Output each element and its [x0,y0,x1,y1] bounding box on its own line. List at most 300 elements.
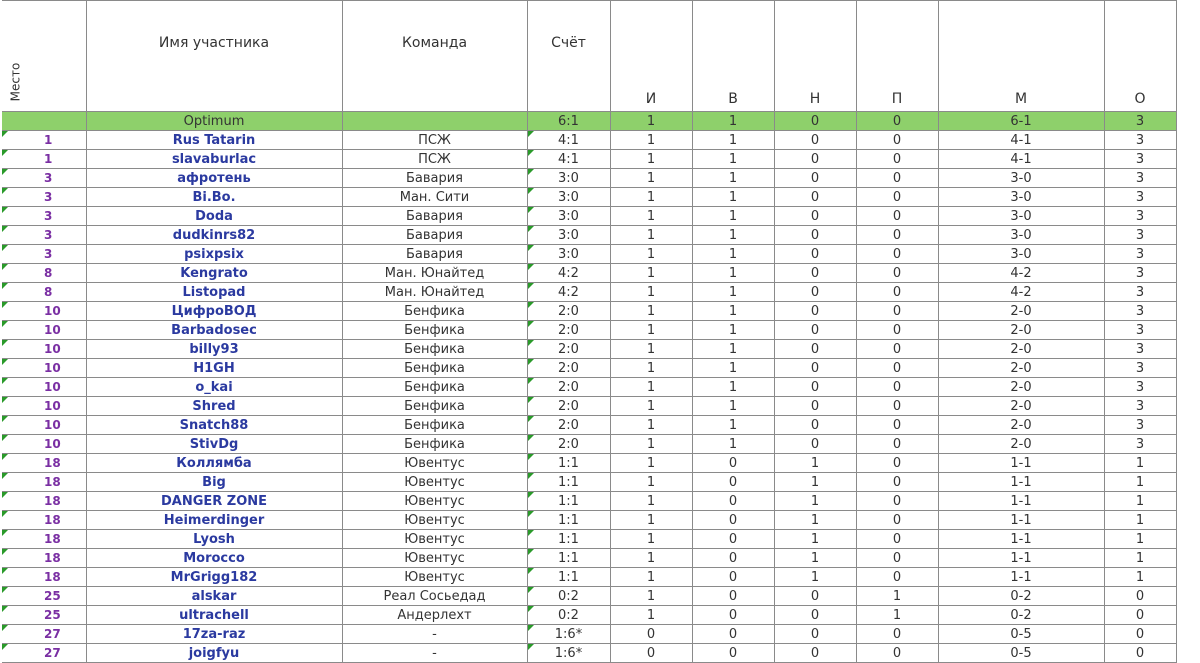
cell-place: 1 [2,131,86,150]
cell-team: Реал Сосьедад [342,587,527,606]
cell-games: 1 [610,473,692,492]
cell-goals: 1-1 [938,568,1104,587]
cell-goals: 1-1 [938,473,1104,492]
cell-place: 25 [2,606,86,625]
cell-games: 1 [610,150,692,169]
cell-goals: 4-2 [938,283,1104,302]
cell-losses: 0 [856,644,938,663]
cell-score: 4:2 [527,264,610,283]
cell-points: 3 [1104,264,1176,283]
cell-wins: 1 [692,169,774,188]
cell-points: 3 [1104,283,1176,302]
cell-goals: 0-2 [938,606,1104,625]
table-body [2,112,1176,663]
cell-score: 4:1 [527,150,610,169]
cell-goals: 2-0 [938,416,1104,435]
cell-draws: 0 [774,302,856,321]
cell-losses: 0 [856,378,938,397]
cell-name: alskar [86,587,342,606]
cell-team: Бавария [342,245,527,264]
table-row [2,207,1176,226]
cell-wins: 0 [692,454,774,473]
cell-place: 25 [2,587,86,606]
cell-score: 2:0 [527,416,610,435]
cell-draws: 0 [774,644,856,663]
table-row [2,568,1176,587]
cell-score: 1:1 [527,549,610,568]
cell-wins: 1 [692,245,774,264]
header-goals: М [938,1,1104,112]
cell-points: 3 [1104,378,1176,397]
cell-score: 3:0 [527,245,610,264]
cell-goals: 2-0 [938,321,1104,340]
cell-goals: 2-0 [938,435,1104,454]
cell-score: 2:0 [527,302,610,321]
cell-losses: 0 [856,321,938,340]
cell-goals: 3-0 [938,169,1104,188]
cell-team: Ман. Сити [342,188,527,207]
cell-games: 1 [610,568,692,587]
cell-wins: 1 [692,435,774,454]
cell-points: 0 [1104,587,1176,606]
cell-score: 1:1 [527,511,610,530]
header-wins: В [692,1,774,112]
table-row [2,511,1176,530]
cell-team: - [342,625,527,644]
cell-draws: 0 [774,359,856,378]
header-draws: Н [774,1,856,112]
cell-name: psixpsix [86,245,342,264]
cell-draws: 0 [774,188,856,207]
cell-team: Ювентус [342,530,527,549]
cell-goals: 1-1 [938,549,1104,568]
cell-games: 1 [610,188,692,207]
cell-place: 18 [2,549,86,568]
cell-team: Ювентус [342,549,527,568]
cell-score: 3:0 [527,188,610,207]
cell-losses: 0 [856,549,938,568]
cell-place: 3 [2,207,86,226]
table-row [2,473,1176,492]
cell-team: Андерлехт [342,606,527,625]
cell-draws: 0 [774,207,856,226]
benchmark-games: 1 [610,112,692,131]
table-header [2,1,1176,112]
cell-draws: 0 [774,169,856,188]
cell-name: ЦифроВОД [86,302,342,321]
cell-losses: 0 [856,264,938,283]
cell-goals: 4-1 [938,131,1104,150]
cell-losses: 0 [856,397,938,416]
cell-score: 2:0 [527,340,610,359]
cell-losses: 0 [856,454,938,473]
cell-team: Бенфика [342,359,527,378]
cell-losses: 0 [856,359,938,378]
cell-team: Бенфика [342,340,527,359]
cell-team: Бенфика [342,435,527,454]
cell-wins: 0 [692,511,774,530]
header-name: Имя участника [86,1,342,112]
cell-score: 0:2 [527,587,610,606]
cell-wins: 0 [692,530,774,549]
cell-wins: 1 [692,416,774,435]
cell-losses: 0 [856,416,938,435]
cell-name: Heimerdinger [86,511,342,530]
cell-team: Ювентус [342,473,527,492]
cell-name: StivDg [86,435,342,454]
cell-losses: 0 [856,473,938,492]
cell-wins: 0 [692,549,774,568]
cell-losses: 0 [856,492,938,511]
cell-losses: 1 [856,587,938,606]
header-score: Счёт [527,1,610,112]
cell-goals: 4-2 [938,264,1104,283]
cell-draws: 0 [774,131,856,150]
cell-name: H1GH [86,359,342,378]
cell-points: 3 [1104,150,1176,169]
cell-score: 2:0 [527,397,610,416]
cell-name: Shred [86,397,342,416]
cell-score: 2:0 [527,359,610,378]
header-points: О [1104,1,1176,112]
cell-draws: 0 [774,226,856,245]
cell-points: 1 [1104,568,1176,587]
cell-points: 1 [1104,511,1176,530]
cell-score: 2:0 [527,435,610,454]
cell-games: 1 [610,454,692,473]
cell-goals: 0-5 [938,644,1104,663]
benchmark-name: Optimum [86,112,342,131]
cell-name: ultrachell [86,606,342,625]
cell-games: 1 [610,226,692,245]
benchmark-score: 6:1 [527,112,610,131]
table-row [2,226,1176,245]
cell-draws: 1 [774,549,856,568]
cell-score: 0:2 [527,606,610,625]
cell-score: 1:1 [527,568,610,587]
cell-place: 3 [2,169,86,188]
cell-team: Бавария [342,226,527,245]
table-row [2,378,1176,397]
cell-name: Big [86,473,342,492]
cell-goals: 0-2 [938,587,1104,606]
cell-team: - [342,644,527,663]
cell-draws: 0 [774,416,856,435]
cell-games: 0 [610,644,692,663]
cell-games: 1 [610,492,692,511]
cell-name: афротень [86,169,342,188]
cell-losses: 0 [856,340,938,359]
cell-team: Бенфика [342,397,527,416]
cell-losses: 0 [856,625,938,644]
cell-games: 1 [610,606,692,625]
cell-losses: 0 [856,245,938,264]
table-row [2,245,1176,264]
cell-goals: 3-0 [938,188,1104,207]
cell-points: 1 [1104,454,1176,473]
cell-place: 18 [2,511,86,530]
cell-place: 18 [2,530,86,549]
cell-draws: 1 [774,530,856,549]
cell-name: Lyosh [86,530,342,549]
cell-wins: 0 [692,606,774,625]
cell-draws: 0 [774,245,856,264]
cell-score: 3:0 [527,169,610,188]
table-row [2,283,1176,302]
cell-draws: 0 [774,321,856,340]
cell-points: 3 [1104,435,1176,454]
cell-goals: 1-1 [938,511,1104,530]
cell-losses: 0 [856,435,938,454]
cell-name: Barbadosec [86,321,342,340]
cell-name: Bi.Bo. [86,188,342,207]
cell-wins: 1 [692,302,774,321]
cell-place: 8 [2,264,86,283]
table-row [2,492,1176,511]
standings-table [2,0,1177,663]
cell-goals: 1-1 [938,454,1104,473]
cell-place: 10 [2,435,86,454]
cell-losses: 0 [856,207,938,226]
cell-score: 2:0 [527,378,610,397]
table-row [2,435,1176,454]
cell-place: 10 [2,397,86,416]
table-row [2,340,1176,359]
cell-wins: 1 [692,188,774,207]
cell-score: 1:1 [527,530,610,549]
table-row [2,625,1176,644]
cell-wins: 0 [692,644,774,663]
cell-wins: 0 [692,492,774,511]
cell-games: 1 [610,511,692,530]
table-row [2,416,1176,435]
cell-wins: 1 [692,359,774,378]
cell-place: 10 [2,359,86,378]
benchmark-wins: 1 [692,112,774,131]
cell-score: 1:1 [527,454,610,473]
cell-wins: 1 [692,283,774,302]
cell-games: 1 [610,587,692,606]
benchmark-place [2,112,86,131]
table-row [2,644,1176,663]
header-losses: П [856,1,938,112]
cell-name: MrGrigg182 [86,568,342,587]
cell-name: Коллямба [86,454,342,473]
cell-team: Ман. Юнайтед [342,283,527,302]
cell-games: 1 [610,378,692,397]
cell-goals: 1-1 [938,492,1104,511]
cell-draws: 0 [774,283,856,302]
cell-wins: 1 [692,378,774,397]
cell-place: 10 [2,340,86,359]
cell-games: 1 [610,169,692,188]
cell-score: 1:1 [527,492,610,511]
cell-points: 3 [1104,188,1176,207]
table-row [2,188,1176,207]
cell-losses: 0 [856,302,938,321]
cell-games: 1 [610,245,692,264]
cell-wins: 1 [692,150,774,169]
cell-points: 0 [1104,625,1176,644]
cell-games: 1 [610,302,692,321]
cell-points: 3 [1104,359,1176,378]
cell-games: 1 [610,283,692,302]
cell-goals: 2-0 [938,340,1104,359]
cell-team: ПСЖ [342,131,527,150]
cell-place: 10 [2,302,86,321]
cell-goals: 3-0 [938,245,1104,264]
cell-points: 0 [1104,606,1176,625]
cell-score: 4:1 [527,131,610,150]
cell-games: 1 [610,549,692,568]
table-row [2,359,1176,378]
cell-team: ПСЖ [342,150,527,169]
cell-points: 3 [1104,397,1176,416]
cell-draws: 1 [774,568,856,587]
cell-wins: 0 [692,568,774,587]
cell-losses: 0 [856,511,938,530]
cell-points: 3 [1104,302,1176,321]
cell-place: 18 [2,492,86,511]
table-row [2,549,1176,568]
cell-games: 0 [610,625,692,644]
cell-name: joigfyu [86,644,342,663]
cell-points: 3 [1104,169,1176,188]
cell-place: 8 [2,283,86,302]
cell-name: Listopad [86,283,342,302]
cell-points: 3 [1104,226,1176,245]
header-games: И [610,1,692,112]
cell-points: 3 [1104,245,1176,264]
cell-name: slavaburlac [86,150,342,169]
header-place: Место [2,1,86,112]
cell-name: Kengrato [86,264,342,283]
cell-losses: 0 [856,131,938,150]
cell-score: 1:6* [527,644,610,663]
cell-place: 18 [2,473,86,492]
cell-wins: 1 [692,264,774,283]
table-row [2,587,1176,606]
cell-games: 1 [610,321,692,340]
cell-team: Ювентус [342,492,527,511]
cell-team: Бавария [342,207,527,226]
cell-points: 0 [1104,644,1176,663]
cell-points: 1 [1104,549,1176,568]
cell-place: 10 [2,378,86,397]
header-team: Команда [342,1,527,112]
cell-score: 2:0 [527,321,610,340]
cell-draws: 0 [774,587,856,606]
cell-wins: 0 [692,473,774,492]
cell-score: 3:0 [527,207,610,226]
cell-team: Бенфика [342,416,527,435]
cell-place: 27 [2,644,86,663]
benchmark-team [342,112,527,131]
cell-goals: 2-0 [938,378,1104,397]
cell-draws: 0 [774,435,856,454]
cell-wins: 1 [692,340,774,359]
cell-games: 1 [610,416,692,435]
cell-points: 1 [1104,530,1176,549]
cell-name: billy93 [86,340,342,359]
table-row [2,169,1176,188]
cell-wins: 1 [692,397,774,416]
cell-points: 3 [1104,416,1176,435]
cell-place: 18 [2,568,86,587]
cell-place: 27 [2,625,86,644]
cell-goals: 1-1 [938,530,1104,549]
cell-place: 3 [2,245,86,264]
cell-team: Ман. Юнайтед [342,264,527,283]
cell-place: 3 [2,188,86,207]
cell-team: Бенфика [342,321,527,340]
table-row [2,606,1176,625]
cell-goals: 3-0 [938,226,1104,245]
cell-games: 1 [610,435,692,454]
cell-name: Morocco [86,549,342,568]
cell-goals: 0-5 [938,625,1104,644]
cell-losses: 1 [856,606,938,625]
cell-games: 1 [610,340,692,359]
cell-losses: 0 [856,226,938,245]
cell-name: dudkinrs82 [86,226,342,245]
benchmark-losses: 0 [856,112,938,131]
table-row [2,397,1176,416]
cell-name: DANGER ZONE [86,492,342,511]
cell-score: 4:2 [527,283,610,302]
cell-losses: 0 [856,530,938,549]
table-row [2,454,1176,473]
cell-goals: 3-0 [938,207,1104,226]
cell-draws: 1 [774,454,856,473]
cell-team: Ювентус [342,454,527,473]
benchmark-goals: 6-1 [938,112,1104,131]
cell-wins: 1 [692,321,774,340]
cell-points: 1 [1104,492,1176,511]
cell-points: 3 [1104,321,1176,340]
table-row [2,530,1176,549]
cell-games: 1 [610,131,692,150]
cell-place: 10 [2,416,86,435]
cell-draws: 0 [774,397,856,416]
table-row [2,302,1176,321]
cell-team: Бенфика [342,378,527,397]
cell-name: o_kai [86,378,342,397]
cell-team: Бавария [342,169,527,188]
cell-wins: 1 [692,226,774,245]
cell-games: 1 [610,530,692,549]
benchmark-points: 3 [1104,112,1176,131]
cell-name: Rus Tatarin [86,131,342,150]
table-row [2,150,1176,169]
cell-goals: 2-0 [938,359,1104,378]
cell-goals: 2-0 [938,302,1104,321]
table-row [2,264,1176,283]
cell-losses: 0 [856,150,938,169]
cell-draws: 0 [774,340,856,359]
cell-points: 1 [1104,473,1176,492]
cell-draws: 0 [774,264,856,283]
cell-place: 3 [2,226,86,245]
cell-losses: 0 [856,188,938,207]
cell-score: 1:6* [527,625,610,644]
cell-points: 3 [1104,131,1176,150]
cell-points: 3 [1104,340,1176,359]
cell-team: Бенфика [342,302,527,321]
cell-wins: 1 [692,131,774,150]
cell-games: 1 [610,359,692,378]
cell-draws: 1 [774,473,856,492]
